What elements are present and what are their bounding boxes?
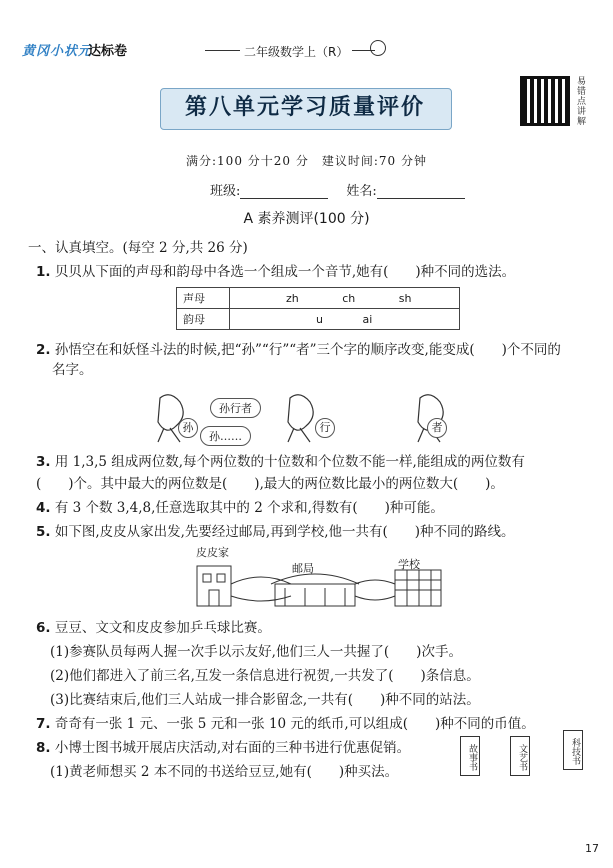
label-school: 学校 [398, 558, 420, 571]
speech-bubble: 孙行者 [210, 398, 261, 418]
book-literature: 文艺书 [510, 736, 530, 776]
question-6-sub2: (2)他们都进入了前三名,互发一条信息进行祝贺,一共发了( )条信息。 [50, 668, 480, 684]
part1-heading: 一、认真填空。(每空 2 分,共 26 分) [28, 240, 248, 256]
brand-subtitle: 达标卷 [88, 44, 128, 59]
house-icon [197, 566, 231, 606]
question-2: 2. 孙悟空在和妖怪斗法的时候,把“孙”“行”“者”三个字的顺序改变,能变成( )个不同的 [36, 342, 561, 358]
question-3: 3. 用 1,3,5 组成两位数,每个两位数的十位数和个位数不能一样,能组成的两位数有 [36, 454, 525, 470]
question-8-sub1: (1)黄老师想买 2 本不同的书送给豆豆,她有( )种买法。 [50, 764, 399, 780]
pinyin-table [176, 287, 460, 330]
label-post-office: 邮局 [292, 562, 314, 575]
qr-label: 易错点讲解 [575, 76, 585, 126]
question-8: 8. 小博士图书城开展店庆活动,对右面的三种书进行优惠促销。 [36, 740, 411, 756]
post-office-icon [271, 574, 359, 606]
question-7: 7. 奇奇有一张 1 元、一张 5 元和一张 10 元的纸币,可以组成( )种不同的币值。 [36, 716, 535, 732]
class-label: 班级: [210, 184, 241, 199]
char-circle: 行 [315, 418, 335, 438]
table-header: 声母 [177, 288, 230, 309]
class-field[interactable] [240, 184, 328, 199]
speech-bubble: 孙…… [200, 426, 251, 446]
header-spiral-icon [370, 40, 386, 56]
question-6: 6. 豆豆、文文和皮皮参加乒乓球比赛。 [36, 620, 271, 636]
monkey-icon [158, 395, 183, 442]
table-cell: u ai [230, 309, 460, 330]
question-text: 贝贝从下面的声母和韵母中各选一个组成一个音节,她有( )种不同的选法。 [54, 264, 516, 280]
book-story: 故事书 [460, 736, 480, 776]
question-5: 5. 如下图,皮皮从家出发,先要经过邮局,再到学校,他一共有( )种不同的路线。 [36, 524, 515, 540]
question-1 [36, 262, 515, 282]
question-6-sub1: (1)参赛队员每两人握一次手以示友好,他们三人一共握了( )次手。 [50, 644, 462, 660]
brand-logo: 黄冈小状元 [22, 44, 93, 59]
table-header: 韵母 [177, 309, 230, 330]
question-4: 4. 有 3 个数 3,4,8,任意选取其中的 2 个求和,得数有( )种可能。 [36, 500, 444, 516]
name-field[interactable] [377, 184, 465, 199]
school-icon [395, 570, 441, 606]
grade-label: 二年级数学上（R） [240, 43, 352, 60]
name-label: 姓名: [346, 184, 377, 199]
char-circle: 者 [427, 418, 447, 438]
char-circle: 孙 [178, 418, 198, 438]
table-cell: zh ch sh [230, 288, 460, 309]
page-number: 17 [585, 842, 599, 855]
page-title: 第八单元学习质量评价 [184, 95, 425, 120]
question-6-sub3: (3)比赛结束后,他们三人站成一排合影留念,一共有( )种不同的站法。 [50, 692, 480, 708]
monkey-icon [288, 395, 313, 442]
label-home: 皮皮家 [196, 546, 229, 559]
book-science: 科技书 [563, 730, 583, 770]
qr-code[interactable] [520, 76, 570, 126]
question-number: 1. [36, 264, 51, 280]
question-3-line2: ( )个。其中最大的两位数是( ),最大的两位数比最小的两位数大( )。 [36, 476, 504, 492]
student-info [210, 180, 483, 199]
section-a-title: A 素养测评(100 分) [243, 211, 370, 227]
monkey-illustration [150, 388, 450, 448]
question-2-line2: 名字。 [52, 362, 93, 378]
score-time-info: 满分:100 分十20 分 建议时间:70 分钟 [186, 154, 427, 168]
